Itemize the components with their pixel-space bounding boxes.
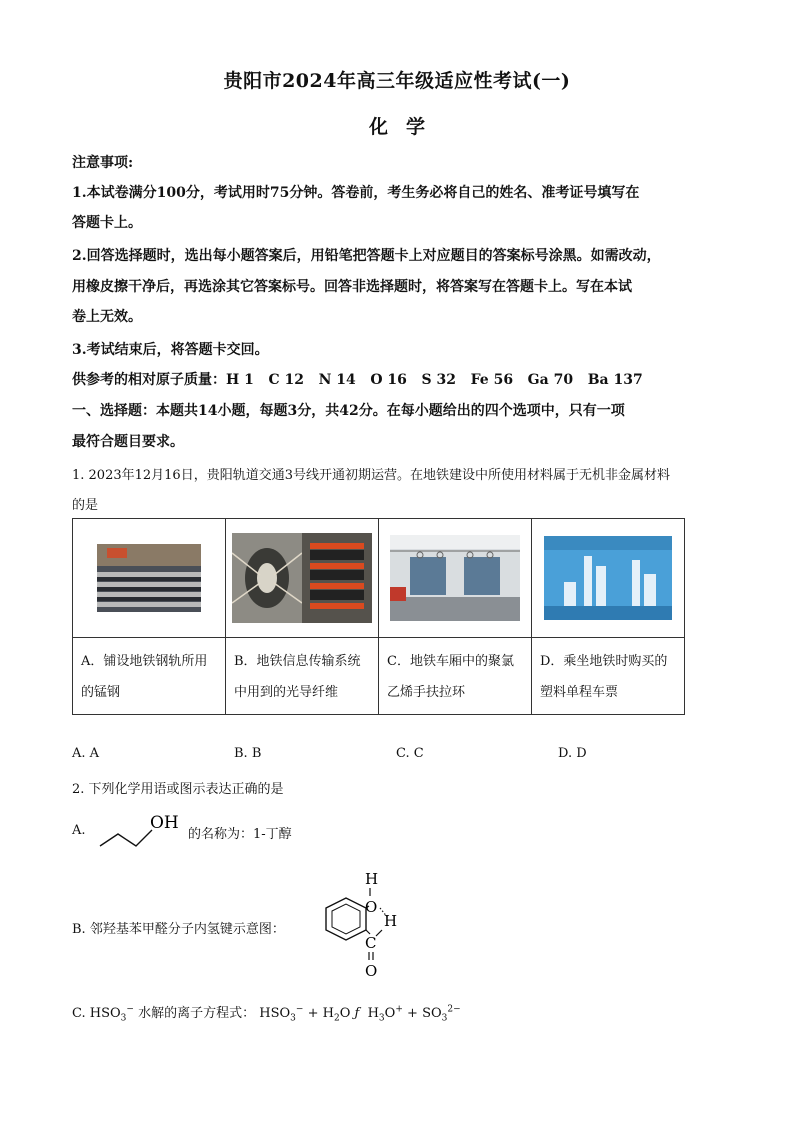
q2-c-label-sup: − [126, 1004, 134, 1015]
q2-c-eq-hso3: HSO [259, 1006, 291, 1021]
q2-b-h-aldehyde: H [384, 912, 398, 930]
q2-c-eq-h2o-h: H [322, 1006, 334, 1021]
notice-item-2-line-1: 2.回答选择题时，选出每小题答案后，用铅笔把答题卡上对应题目的答案标号涂黑。如需改动， [72, 248, 661, 264]
hydroxybenzaldehyde-hbond-structure [296, 868, 416, 980]
q2-stem: 2. 下列化学用语或图示表达正确的是 [72, 782, 284, 797]
q2-c-eq-h3o-o: O [384, 1006, 396, 1021]
section-1-heading-line-1: 一、选择题：本题共14小题，每题3分，共42分。在每小题给出的四个选项中，只有一项 [72, 403, 625, 419]
q1-image-cell-a [73, 519, 226, 638]
q1-answer-c: C. C [396, 746, 424, 761]
q1-image-cell-b [226, 519, 379, 638]
q1-image-cell-d [532, 519, 685, 638]
q2-c-eq-h3o-h: H [367, 1006, 379, 1021]
q2-c-text: 水解的离子方程式： [138, 1006, 256, 1021]
exam-subject: 化学 [368, 116, 443, 138]
q1-stem-line-2: 的是 [72, 498, 99, 513]
q2-c-label: C. HSO [72, 1006, 121, 1021]
q1-image-cell-c [379, 519, 532, 638]
q2-option-b-text: B. 邻羟基苯甲醛分子内氢键示意图： [72, 922, 285, 937]
q2-c-label-sub: 3 [120, 1013, 127, 1024]
notice-item-1-line-2: 答题卡上。 [72, 215, 142, 231]
q1-option-d-text: D．乘坐地铁时购买的塑料单程车票 [532, 638, 685, 715]
q2-c-eq-so3-sup: 2− [447, 1004, 461, 1015]
q2-a-oh: OH [150, 813, 179, 833]
notice-item-2-line-2: 用橡皮擦干净后，再选涂其它答案标号。回答非选择题时，将答案写在答题卡上。写在本试 [72, 279, 632, 295]
notice-heading: 注意事项: [72, 155, 134, 171]
steel-rails-photo [97, 544, 201, 612]
q1-answer-a: A. A [72, 746, 100, 761]
q1-stem-line-1: 1. 2023年12月16日，贵阳轨道交通3号线开通初期运营。在地铁建设中所使用材料属于无机非金属材料 [72, 468, 670, 483]
q2-c-eq-hso3-sup: − [295, 1004, 304, 1015]
q2-option-a-label: A. [72, 823, 86, 838]
q2-b-o-top: O [365, 898, 378, 916]
section-1-heading-line-2: 最符合题目要求。 [72, 434, 184, 450]
q2-b-c: C [365, 934, 377, 952]
q1-option-b-text: B．地铁信息传输系统中用到的光导纤维 [226, 638, 379, 715]
tunnel-cables-photo [232, 533, 372, 623]
atomic-masses: 供参考的相对原子质量：H 1 C 12 N 14 O 16 S 32 Fe 56 Ga 70 Ba 137 [72, 372, 643, 388]
q2-c-eq-hso3-sub: 3 [290, 1013, 296, 1024]
q2-c-eq-plus-1: + [307, 1006, 319, 1021]
butanol-skeletal-structure [96, 808, 186, 852]
ticket-card-photo [544, 536, 672, 620]
q2-c-eq-h2o-o: O [339, 1006, 351, 1021]
q2-c-eq-so3: SO [422, 1006, 442, 1021]
notice-item-2-line-3: 卷上无效。 [72, 309, 142, 325]
notice-item-3: 3.考试结束后，将答题卡交回。 [72, 342, 269, 358]
q1-option-a-text: A．铺设地铁钢轨所用的锰钢 [73, 638, 226, 715]
q1-answer-d: D. D [558, 746, 587, 761]
q2-c-eq-plus-2: + [407, 1006, 418, 1021]
q2-c-eq-arrow: ƒ [354, 1006, 360, 1021]
q2-b-h-top: H [365, 870, 379, 888]
q2-b-o-carbonyl: O [365, 962, 378, 980]
exam-title: 贵阳市2024年高三年级适应性考试(一) [223, 70, 571, 92]
q2-option-c: C. $HSO_3^-$ 水解的离子方程式： $HSO_3^- + H_2O$ ƒ $H_3O^+ + SO_3^{2-}$ [72, 1004, 461, 1024]
q1-answer-b: B. B [234, 746, 262, 761]
q1-options-table [72, 518, 685, 715]
notice-item-1-line-1: 1.本试卷满分100分，考试用时75分钟。答卷前，考生务必将自己的姓名、准考证号填写在 [72, 185, 640, 201]
q2-option-a-text: 的名称为：1-丁醇 [188, 827, 292, 842]
q1-option-c-text: C．地铁车厢中的聚氯乙烯手扶拉环 [379, 638, 532, 715]
train-interior-photo [390, 535, 520, 621]
